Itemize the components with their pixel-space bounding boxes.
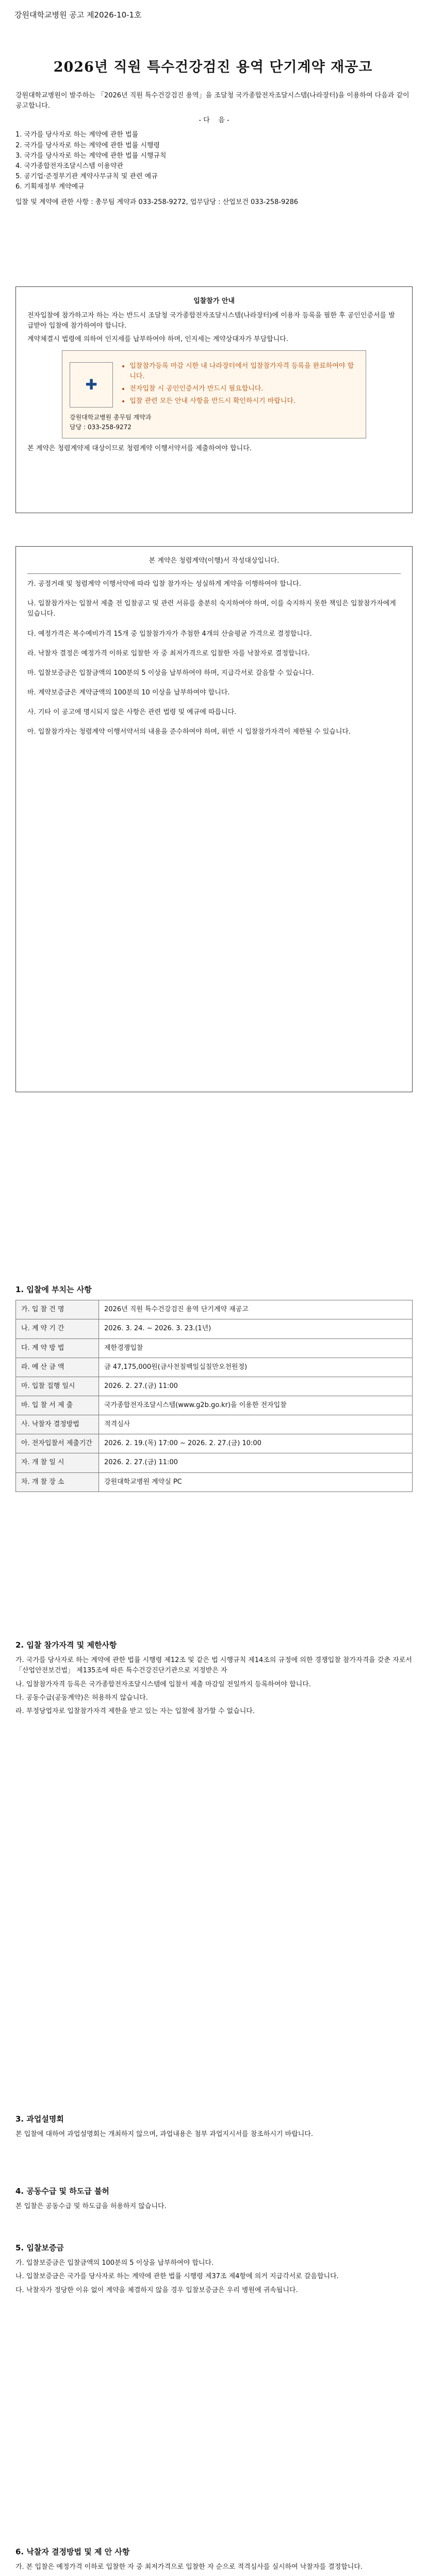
section-5-item: 가. 입찰보증금은 입찰금액의 100분의 5 이상을 납부하여야 합니다. xyxy=(15,2259,214,2267)
intro-item-5: 5. 공기업·준정부기관 계약사무규칙 및 관련 예규 xyxy=(15,172,158,180)
bid-info-row xyxy=(16,1472,413,1492)
section-6-item: 가. 본 입찰은 예정가격 이하로 입찰한 자 중 최저가격으로 입찰한 자 순으로 적격심사를 실시하여 낙찰자를 결정합니다. xyxy=(15,2563,363,2571)
box-closing: 본 계약은 청렴계약제 대상이므로 청렴계약 이행서약서를 제출하여야 합니다. xyxy=(27,445,252,453)
section-3 xyxy=(15,2107,413,2143)
warning-item: • 전자입찰 시 공인인증서가 반드시 필요합니다. xyxy=(129,384,358,394)
hospital-logo-icon: ✚ xyxy=(70,362,113,408)
bid-info-label: 바. 입 찰 서 제 출 xyxy=(16,1396,99,1415)
page-title: 2026년 직원 특수건강검진 용역 단기계약 재공고 xyxy=(53,59,373,75)
bid-info-table xyxy=(15,1300,413,1492)
bid-info-row xyxy=(16,1453,413,1472)
box-heading: 입찰참가 안내 xyxy=(193,297,235,305)
bid-info-row xyxy=(16,1338,413,1358)
intro-item-6: 6. 기획재정부 계약예규 xyxy=(15,183,85,191)
bid-info-value: 제한경쟁입찰 xyxy=(99,1338,413,1358)
section-1-heading: 1. 입찰에 부치는 사항 xyxy=(15,1285,92,1294)
bid-info-value: 2026. 3. 24. ~ 2026. 3. 23.(1년) xyxy=(99,1319,413,1338)
section-4 xyxy=(15,2179,413,2215)
clause-item: 가. 공정거래 및 청렴계약 이행서약에 따라 입찰 참가자는 성실하게 계약을 이행하여야 합니다. xyxy=(27,580,301,588)
intro-divider-label: - 다 음 - xyxy=(199,116,230,125)
entry-notice-box xyxy=(15,286,413,513)
clauses-intro: 본 계약은 청렴계약(이행)서 작성대상입니다. xyxy=(149,557,280,565)
bid-info-label: 가. 입 찰 건 명 xyxy=(16,1300,99,1319)
warning-list xyxy=(120,361,358,409)
bid-info-value: 2026년 직원 특수건강검진 용역 단기계약 재공고 xyxy=(99,1300,413,1319)
section-5 xyxy=(15,2236,413,2299)
bid-info-value: 적격심사 xyxy=(99,1415,413,1434)
bid-info-row xyxy=(16,1300,413,1319)
section-2-item: 나. 입찰참가자격 등록은 국가종합전자조달시스템에 입찰서 제출 마감일 전일까지 등록하여야 합니다. xyxy=(15,1680,311,1688)
section-4-heading: 4. 공동수급 및 하도급 불허 xyxy=(15,2187,109,2196)
bid-info-label: 차. 개 찰 장 소 xyxy=(16,1472,99,1492)
warning-logo-row xyxy=(70,361,358,409)
clause-item: 다. 예정가격은 복수예비가격 15개 중 입찰참가자가 추첨한 4개의 산술평균 가격으로 결정합니다. xyxy=(27,630,312,638)
clause-item: 아. 입찰참가자는 청렴계약 이행서약서의 내용을 준수하여야 하며, 위반 시 입찰참가자격이 제한될 수 있습니다. xyxy=(27,728,351,736)
intro-contact: 입찰 및 계약에 관한 사항 : 총무팀 계약과 033-258-9272, 업무담당 : 산업보건 033-258-9286 xyxy=(15,198,299,207)
intro-section xyxy=(15,91,413,211)
bid-info-value: 금 47,175,000원(금사천칠백일십칠만오천원정) xyxy=(99,1358,413,1377)
clauses-box xyxy=(15,546,413,1092)
box-para-2: 계약체결시 법령에 의하여 인지세를 납부하여야 하며, 인지세는 계약상대자가 부담합니다. xyxy=(27,335,288,344)
section-6-heading: 6. 낙찰자 결정방법 및 제 안 사항 xyxy=(15,2547,130,2556)
clause-item: 라. 낙찰자 결정은 예정가격 이하로 입찰한 자 중 최저가격으로 입찰한 자를 낙찰자로 결정합니다. xyxy=(27,649,310,657)
section-2 xyxy=(15,1633,413,1720)
bid-info-label: 마. 입찰 집행 일시 xyxy=(16,1377,99,1396)
section-1 xyxy=(15,1278,413,1492)
section-2-heading: 2. 입찰 참가자격 및 제한사항 xyxy=(15,1640,117,1650)
notice-id: 강원대학교병원 공고 제2026-10-1호 xyxy=(14,10,142,20)
bid-info-row xyxy=(16,1319,413,1338)
bid-info-label: 다. 계 약 방 법 xyxy=(16,1338,99,1358)
section-2-item: 라. 부정당업자로 입찰참가자격 제한을 받고 있는 자는 입찰에 참가할 수 없습니다. xyxy=(15,1707,255,1715)
warning-item: • 입찰 관련 모든 안내 사항을 반드시 확인하시기 바랍니다. xyxy=(129,396,358,406)
clause-item: 사. 기타 이 공고에 명시되지 않은 사항은 관련 법령 및 예규에 따릅니다. xyxy=(27,708,237,717)
divider xyxy=(27,573,401,574)
clause-item: 마. 입찰보증금은 입찰금액의 100분의 5 이상을 납부하여야 하며, 지급각서로 갈음할 수 있습니다. xyxy=(27,669,314,677)
section-5-item: 나. 입찰보증금은 국가를 당사자로 하는 계약에 관한 법률 시행령 제37조 제4항에 의거 지급각서로 갈음합니다. xyxy=(15,2273,339,2281)
clause-item: 바. 계약보증금은 계약금액의 100분의 10 이상을 납부하여야 합니다. xyxy=(27,688,230,697)
bid-info-row xyxy=(16,1415,413,1434)
bid-info-label: 라. 예 산 금 액 xyxy=(16,1358,99,1377)
warning-org-1: 강원대학교병원 총무팀 계약과 xyxy=(70,414,152,421)
section-6 xyxy=(15,2540,413,2576)
section-3-text: 본 입찰에 대하여 과업설명회는 개최하지 않으며, 과업내용은 첨부 과업지시서를 참조하시기 바랍니다. xyxy=(15,2130,314,2139)
bid-info-value: 강원대학교병원 계약실 PC xyxy=(99,1472,413,1492)
bid-info-label: 자. 개 찰 일 시 xyxy=(16,1453,99,1472)
bid-info-row xyxy=(16,1396,413,1415)
intro-item-3: 3. 국가를 당사자로 하는 계약에 관한 법률 시행규칙 xyxy=(15,151,167,160)
bid-info-row xyxy=(16,1358,413,1377)
intro-text: 강원대학교병원이 발주하는 「2026년 직원 특수건강검진 용역」을 조달청 국가종합전자조달시스템(나라장터)을 이용하여 다음과 같이 공고합니다. xyxy=(15,92,409,110)
bid-info-label: 아. 전자입찰서 제출기간 xyxy=(16,1434,99,1453)
bid-info-label: 사. 낙찰자 결정방법 xyxy=(16,1415,99,1434)
bid-info-value: 국가종합전자조달시스템(www.g2b.go.kr)을 이용한 전자입찰 xyxy=(99,1396,413,1415)
section-2-item: 가. 국가를 당사자로 하는 계약에 관한 법률 시행령 제12조 및 같은 법 시행규칙 제14조의 규정에 의한 경쟁입찰 참가자격을 갖춘 자로서 「산업안전보건법」 제135조에 따른 특수건강진단기관으로 지정받은 자 xyxy=(15,1656,412,1675)
section-3-heading: 3. 과업설명회 xyxy=(15,2114,64,2124)
bid-info-label: 나. 계 약 기 간 xyxy=(16,1319,99,1338)
section-5-heading: 5. 입찰보증금 xyxy=(15,2243,64,2252)
intro-item-1: 1. 국가를 당사자로 하는 계약에 관한 법률 xyxy=(15,131,139,139)
warning-item: • 입찰참가등록 마감 시한 내 나라장터에서 입찰참가자격 등록을 완료하여야 합니다. xyxy=(129,361,358,382)
bid-info-value: 2026. 2. 27.(금) 11:00 xyxy=(99,1453,413,1472)
intro-item-4: 4. 국가종합전자조달시스템 이용약관 xyxy=(15,162,124,170)
warning-box xyxy=(62,350,366,439)
bid-info-value: 2026. 2. 19.(목) 17:00 ~ 2026. 2. 27.(금) 10:00 xyxy=(99,1434,413,1453)
section-2-item: 다. 공동수급(공동계약)은 허용하지 않습니다. xyxy=(15,1693,148,1702)
bid-info-row xyxy=(16,1377,413,1396)
intro-item-2: 2. 국가를 당사자로 하는 계약에 관한 법률 시행령 xyxy=(15,141,160,149)
clause-item: 나. 입찰참가자는 입찰서 제출 전 입찰공고 및 관련 서류를 충분히 숙지하여야 하며, 이를 숙지하지 못한 책임은 입찰참가자에게 있습니다. xyxy=(27,600,396,618)
bid-info-table-body xyxy=(16,1300,413,1492)
section-4-text: 본 입찰은 공동수급 및 하도급을 허용하지 않습니다. xyxy=(15,2202,167,2211)
box-para-1: 전자입찰에 참가하고자 하는 자는 반드시 조달청 국가종합전자조달시스템(나라장터)에 이용자 등록을 필한 후 공인인증서를 발급받아 입찰에 참가하여야 합니다. xyxy=(27,312,395,330)
warning-org-2: 담당 : 033-258-9272 xyxy=(70,423,132,431)
section-5-item: 다. 낙찰자가 정당한 이유 없이 계약을 체결하지 않을 경우 입찰보증금은 우리 병원에 귀속됩니다. xyxy=(15,2286,298,2294)
bid-info-value: 2026. 2. 27.(금) 11:00 xyxy=(99,1377,413,1396)
bid-info-row xyxy=(16,1434,413,1453)
